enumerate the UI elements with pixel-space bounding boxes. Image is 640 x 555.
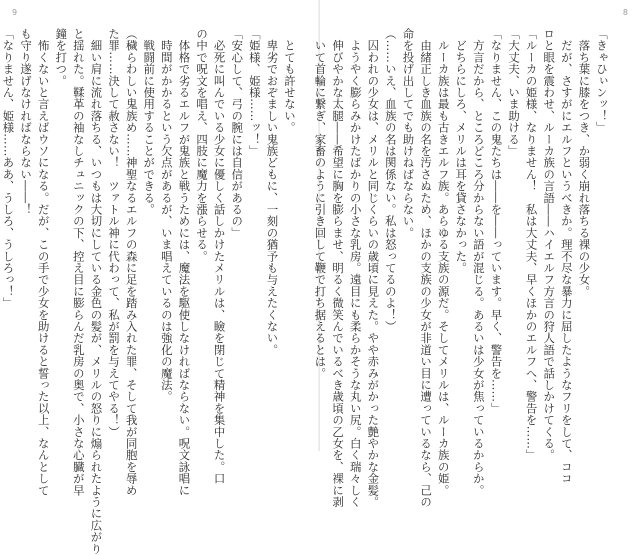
text-line: 必死に叫んでいる少女に優しく話しかけたメリルは、瞼を閉じて精神を集中した。口 — [212, 28, 227, 485]
text-line: だが、さすがにエルフというべきか。理不尽な暴力に屈したようなフリをして、ココ — [559, 28, 574, 485]
text-line: 鐘を打つ。 — [54, 28, 69, 87]
text-line: 時間がかかるという欠点があるが、いま唱えているのは強化の魔法。 — [159, 28, 174, 403]
text-line: と揺れた。鞣革の袖なしチュニックの下、控え目に膨らんだ乳房の奥で、小さな心臓が早 — [71, 28, 86, 496]
text-line: ようやく膨らみかけたばかりの小さな乳房。遠目にも柔らかそうな丸い尻。白く瑞々しく — [348, 28, 363, 508]
text-line: 由緒正しき血族の名を汚さぬため、ほかの支族の少女が非道い目に遭っているなら、己の — [419, 28, 434, 508]
page-number-right: 8 — [622, 8, 628, 17]
text-line: （穢らわしい鬼族め……神聖なるエルフの森に足を踏み入れた罪、そして我が同胞を辱め — [124, 28, 139, 496]
text-line: も守り遂げなければならない――！ — [19, 28, 34, 216]
right-page — [313, 0, 640, 508]
text-line: 「きゃひぃンッ！」 — [595, 28, 609, 134]
text-line: 「なりません、この鬼たちは――を――っています。早く、警告を……」 — [489, 28, 504, 415]
text-line: ロと眼を震わせ、ルーカ族の言語――ハイエルフ方言の狩人語で話しかけてくる。 — [542, 28, 557, 461]
text-line: とても許せない。 — [283, 28, 297, 134]
text-line: （……いえ、血族の名は関係ない。私は怒ってるのよ！） — [383, 28, 398, 333]
text-line: 戦闘前に使用することができる。 — [142, 28, 157, 216]
text-line: 体格で劣るエルフが鬼族と戦うためには、魔法を駆使しなければならない。呪文詠唱に — [177, 28, 192, 496]
text-line: 細い肩に流れ落ちる、いつもは大切にしている金色の髪が、メリルの怒りに煽られたように広がり — [89, 28, 104, 555]
left-page-text — [1, 28, 298, 555]
text-line: の中で呪文を唱え、四肢に魔力を漲らせる。 — [195, 28, 210, 262]
text-line: 囚われの少女は、メリルと同じくらいの歳頃に見えた。やや赤みがかった艶やかな金髪。 — [366, 28, 381, 508]
text-line: ルーカ族は最も古きエルフ族。あらゆる支族の源だ。そしてメリルは、ルーカ族の姫。 — [436, 28, 451, 496]
text-line: 「安心して、弓の腕には自信があるの」 — [230, 28, 245, 239]
right-page-text — [313, 28, 610, 508]
text-line: いて首輪に繋ぎ、家畜のように引き回して鞭で打ち据えるとは。 — [313, 28, 328, 379]
text-line: た罪……決して赦さない！ ツァトル神に代わって、私が罰を与えてやる！） — [107, 28, 122, 438]
text-line: 「大丈夫、いま助ける」 — [507, 28, 522, 157]
text-line: 伸びやかな太腿――希望に胸を膨らませ、明るく微笑んでいるべき歳頃の乙女を、裸に剥 — [331, 28, 346, 508]
text-line: 怖くないと言えばウソになる。だが、この手で少女を助けると誓った以上、なんとして — [36, 28, 51, 496]
text-line: 卑劣でおぞましい鬼族どもに、一刻の猶予も与えたくない。 — [265, 28, 280, 356]
text-line: 「なりません、姫様……ああ、うしろ、うしろっ！」 — [1, 28, 16, 309]
text-line: 方言だから、ところどころ分からない語が混じる。あるいは少女が焦っているからか。 — [471, 28, 486, 496]
text-line: 命を投げ出してでも助けねばならない。 — [401, 28, 416, 239]
text-line: 落ち葉に膝をつき、か弱く崩れ落ちる裸の少女。 — [577, 28, 592, 298]
text-line: どちらにしろ、メリルは耳を貸さなかった。 — [454, 28, 469, 274]
text-line: 「姫様、姫様……ッ！」 — [247, 28, 262, 157]
page-number-left: 9 — [12, 8, 18, 17]
text-line: 「ルーカの姫様、なりません！ 私は大丈夫、早くほかのエルフへ、警告を……」 — [524, 28, 539, 461]
